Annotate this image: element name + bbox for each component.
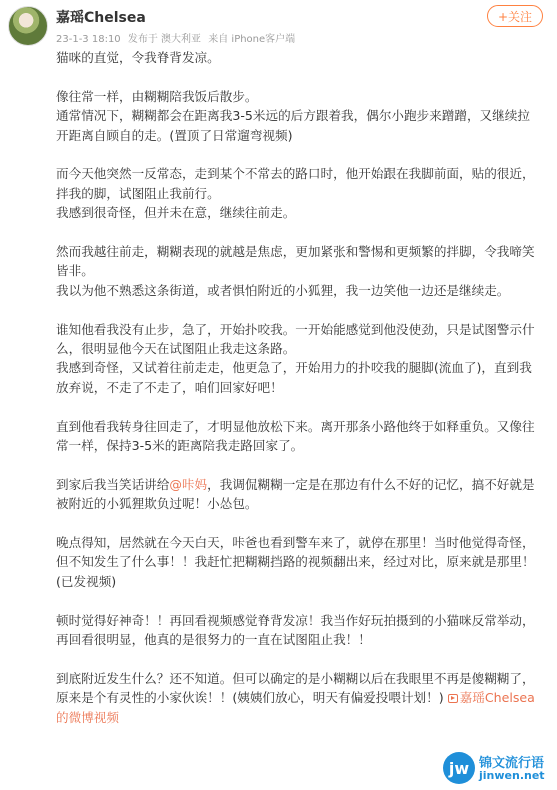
watermark-url: jinwen.net [479, 769, 545, 782]
watermark-name: 锦文流行语 [479, 756, 545, 771]
text-line: 皆非。 [56, 263, 94, 279]
text-line: 再回看很明显，他真的是很努力的一直在试图阻止我！！ [56, 632, 371, 648]
text-line: 像往常一样，由糊糊陪我饭后散步。 [56, 88, 258, 104]
text-line: 直到他看我转身往回走了，才明显他放松下来。离开那条小路他终于如释重负。又像往 [56, 418, 535, 434]
text-line: (已发视频) [56, 573, 117, 589]
text-line: 谁知他看我没有止步，急了，开始扑咬我。一开始能感觉到他没使劲，只是试图警示什 [56, 321, 535, 337]
paragraph-3 [56, 164, 544, 222]
text-line: 么，很明显他今天在试图阻止我走这条路。 [56, 341, 296, 357]
text-segment: 到家后我当笑话讲给 [56, 476, 170, 492]
text-line: 开距离自顾自的走。(置顶了日常遛弯视频) [56, 127, 293, 143]
watermark-logo-icon: jw [443, 752, 475, 784]
site-watermark [443, 750, 553, 786]
follow-button[interactable]: +关注 [487, 5, 543, 27]
paragraph-8 [56, 533, 544, 591]
text-line: 到底附近发生什么？还不知道。但可以确定的是小糊糊以后在我眼里不再是傻糊糊了， [56, 670, 535, 686]
text-line: 通常情况下，糊糊都会在距离我3-5米远的后方跟着我，偶尔小跑步来蹭蹭，又继续拉 [56, 108, 530, 124]
text-line: 顿时觉得好神奇！！再回看视频感觉脊背发凉！我当作好玩拍摄到的小猫咪反常举动， [56, 612, 535, 628]
text-line [56, 688, 544, 707]
text-line: 我感到奇怪，又试着往前走走，他更急了，开始用力的扑咬我的腿脚(流血了)，直到我 [56, 360, 532, 376]
paragraph-2 [56, 87, 544, 145]
text-line: 我以为他不熟悉这条街道，或者惧怕附近的小狐狸，我一边笑他一边还是继续走。 [56, 282, 510, 298]
text-line: 放弃说，不走了不走了，咱们回家好吧！ [56, 379, 283, 395]
paragraph-5 [56, 320, 544, 398]
text-segment: ，我调侃糊糊一定是在那边有什么不好的记忆，搞不好就是 [207, 476, 535, 492]
post-location: 发布于 澳大利亚 [127, 34, 202, 45]
text-line: 而今天他突然一反常态，走到某个不常去的路口时，他开始跟在我脚前面，贴的很近， [56, 166, 535, 182]
text-line: 我感到很奇怪，但并未在意，继续往前走。 [56, 205, 296, 221]
paragraph-7 [56, 475, 544, 514]
text-line: 猫咪的直觉，令我脊背发凉。 [56, 50, 220, 65]
paragraph-6 [56, 417, 544, 456]
post-client: 来自 iPhone客户端 [208, 34, 296, 45]
text-line: 常一样，保持3-5米的距离陪我走路回家了。 [56, 438, 304, 454]
text-line: 晚点得知，居然就在今天白天，咔爸也看到警车来了，就停在那里！当时他觉得奇怪， [56, 535, 535, 551]
post-header [0, 0, 557, 52]
post-date[interactable]: 23-1-3 18:10 [56, 34, 121, 45]
paragraph-9 [56, 611, 544, 650]
post-meta [56, 30, 299, 45]
paragraph-10 [56, 669, 544, 727]
paragraph-1 [56, 48, 544, 67]
text-line: 然而我越往前走，糊糊表现的就越是焦虑，更加紧张和警惕和更频繁的拌脚，令我啼笑 [56, 244, 535, 260]
avatar[interactable] [8, 6, 48, 46]
post-body [56, 48, 544, 746]
paragraph-4 [56, 242, 544, 300]
video-link-author[interactable]: 嘉瑶Chelsea [459, 690, 535, 706]
video-icon[interactable] [448, 694, 458, 703]
text-line: 被附近的小狐狸欺负过呢！小怂包。 [56, 496, 258, 512]
text-segment: 原来是个有灵性的小家伙诶！！(姨姨们放心，明天有偏爱投喂计划！) [56, 690, 444, 706]
author-name[interactable]: 嘉瑶Chelsea [56, 10, 146, 26]
text-line: 拌我的脚，试图阻止我前行。 [56, 185, 220, 201]
video-link[interactable]: 的微博视频 [56, 709, 119, 725]
text-line: 但不知发生了什么事！！我赶忙把糊糊挡路的视频翻出来，经过对比，原来就是那里！ [56, 554, 535, 570]
mention-link[interactable]: @咔妈 [169, 476, 208, 492]
text-line [56, 475, 544, 494]
